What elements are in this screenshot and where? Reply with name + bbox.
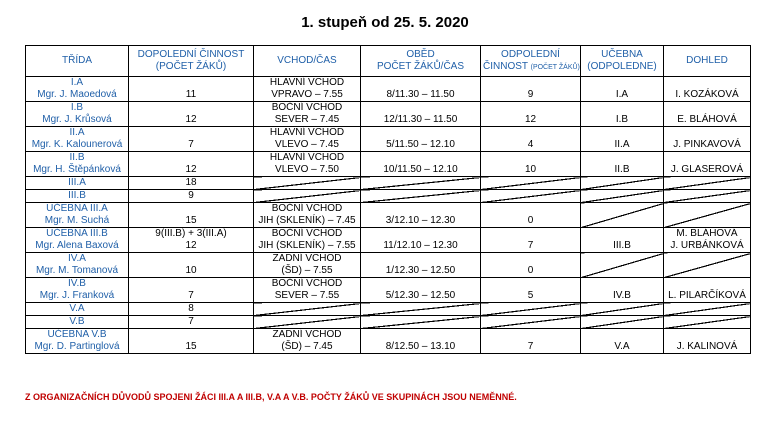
cell-room-value: V.A <box>614 341 630 352</box>
header-room-line2: (ODPOLEDNE) <box>587 61 657 72</box>
cell-room <box>581 228 664 253</box>
cell-room <box>581 303 664 316</box>
cell-afternoon-count-value: 0 <box>527 265 534 276</box>
cell-class-line: Mgr. J. Franková <box>39 290 115 301</box>
cell-entry-line: VLEVO – 7.45 <box>275 139 339 150</box>
cell-class-line: Mgr. J. Maoedová <box>37 89 117 100</box>
cell-class-line: Mgr. H. Štěpánková <box>33 164 121 175</box>
cell-supervisor <box>664 152 751 177</box>
cell-room <box>581 316 664 329</box>
cell-class-line: II.B <box>69 152 85 163</box>
cell-lunch-value: 10/11.50 – 12.10 <box>383 164 458 175</box>
cell-room-value: III.B <box>613 240 631 251</box>
header-supervisor <box>664 46 751 77</box>
cell-entry-line: ZADNÍ VCHOD <box>272 329 342 340</box>
cell-class <box>26 102 129 127</box>
cell-morning-count <box>129 253 254 278</box>
cell-room <box>581 102 664 127</box>
cell-afternoon-count-value: 7 <box>527 341 534 352</box>
cell-morning-count <box>129 316 254 329</box>
cell-entry-line: VLEVO – 7.50 <box>275 164 339 175</box>
cell-supervisor <box>664 228 751 253</box>
cell-morning-count-line: 12 <box>185 114 197 125</box>
table-row <box>26 102 751 127</box>
header-afternoon-line2-small: (POČET ŽÁKŮ) <box>530 63 580 71</box>
cell-lunch <box>361 152 481 177</box>
table-row <box>26 278 751 303</box>
cell-afternoon-count-value: 0 <box>527 215 534 226</box>
cell-supervisor <box>664 177 751 190</box>
cell-class <box>26 316 129 329</box>
cell-afternoon-count <box>481 228 581 253</box>
cell-lunch-value: 8/11.30 – 11.50 <box>386 89 455 100</box>
cell-lunch-value: 12/11.30 – 11.50 <box>383 114 458 125</box>
cell-morning-count-line: 7 <box>188 290 194 301</box>
table-row <box>26 177 751 190</box>
cell-entry-line: VPRAVO – 7.55 <box>271 89 343 100</box>
cell-entry <box>254 329 361 354</box>
cell-entry-line: JIH (SKLENÍK) – 7.45 <box>258 215 356 226</box>
cell-class-line: IV.B <box>68 278 86 289</box>
cell-afternoon-count <box>481 77 581 102</box>
cell-supervisor-line: I. KOZÁKOVÁ <box>675 89 739 100</box>
cell-room-value: I.A <box>615 89 629 100</box>
cell-room <box>581 203 664 228</box>
cell-supervisor <box>664 190 751 203</box>
cell-class <box>26 228 129 253</box>
cell-class <box>26 77 129 102</box>
cell-morning-count-line: 12 <box>185 164 197 175</box>
cell-room-value: II.A <box>614 139 630 150</box>
cell-supervisor-line: J. KALINOVÁ <box>676 341 738 352</box>
cell-supervisor <box>664 253 751 278</box>
cell-morning-count-line: 18 <box>185 177 197 188</box>
cell-room-value: I.B <box>615 114 629 125</box>
cell-room <box>581 77 664 102</box>
cell-class-line: Mgr. K. Kalounerová <box>31 139 123 150</box>
cell-lunch <box>361 316 481 329</box>
cell-afternoon-count-value: 9 <box>527 89 534 100</box>
cell-class <box>26 278 129 303</box>
cell-supervisor <box>664 203 751 228</box>
cell-afternoon-count <box>481 303 581 316</box>
cell-room <box>581 253 664 278</box>
cell-entry <box>254 152 361 177</box>
cell-lunch-value: 5/12.30 – 12.50 <box>385 290 456 301</box>
header-afternoon-line1: ODPOLEDNÍ <box>501 48 560 60</box>
cell-morning-count <box>129 203 254 228</box>
cell-room <box>581 329 664 354</box>
cell-afternoon-count-value: 12 <box>524 114 537 125</box>
cell-room <box>581 190 664 203</box>
table-row <box>26 203 751 228</box>
cell-class <box>26 177 129 190</box>
cell-supervisor-line: M. BLÁHOVÁ <box>676 228 738 239</box>
cell-entry-line: HLAVNÍ VCHOD <box>269 77 345 88</box>
cell-entry-line: (ŠD) – 7.55 <box>281 265 333 276</box>
cell-morning-count <box>129 303 254 316</box>
cell-morning-count <box>129 228 254 253</box>
cell-lunch <box>361 127 481 152</box>
page-title: 1. stupeň od 25. 5. 2020 <box>301 14 469 31</box>
cell-room-value: IV.B <box>613 290 631 301</box>
cell-morning-count-line: 7 <box>188 316 194 327</box>
cell-morning-count-line: 9 <box>188 190 194 201</box>
cell-morning-count <box>129 177 254 190</box>
cell-afternoon-count <box>481 253 581 278</box>
cell-morning-count-line: 9(III.B) + 3(III.A) <box>155 228 227 239</box>
cell-class-line: UČEBNA III.B <box>46 228 108 239</box>
cell-class-line: I.A <box>70 77 84 88</box>
cell-entry-line: SEVER – 7.55 <box>274 290 340 301</box>
cell-entry-line: BOČNÍ VCHOD <box>271 102 343 113</box>
cell-afternoon-count-value: 7 <box>527 240 534 251</box>
header-morning-line2: (POČET ŽÁKŮ) <box>155 61 227 72</box>
cell-entry-line: HLAVNÍ VCHOD <box>269 152 345 163</box>
cell-entry-line: HLAVNÍ VCHOD <box>269 127 345 138</box>
cell-lunch-value: 11/12.10 – 12.30 <box>383 240 458 251</box>
cell-supervisor <box>664 127 751 152</box>
cell-lunch <box>361 303 481 316</box>
cell-morning-count <box>129 102 254 127</box>
cell-morning-count-line: 8 <box>188 303 194 314</box>
cell-afternoon-count <box>481 329 581 354</box>
cell-lunch <box>361 77 481 102</box>
cell-morning-count <box>129 329 254 354</box>
table-row <box>26 127 751 152</box>
cell-entry <box>254 177 361 190</box>
cell-morning-count-line: 7 <box>188 139 194 150</box>
cell-lunch <box>361 253 481 278</box>
cell-class-line: Mgr. M. Tomanová <box>35 265 119 276</box>
cell-supervisor-line: E. BLÁHOVÁ <box>677 114 737 125</box>
cell-afternoon-count <box>481 177 581 190</box>
cell-room <box>581 152 664 177</box>
table-row <box>26 329 751 354</box>
cell-lunch <box>361 228 481 253</box>
cell-supervisor <box>664 77 751 102</box>
cell-class <box>26 127 129 152</box>
cell-supervisor <box>664 329 751 354</box>
cell-lunch-value: 3/12.10 – 12.30 <box>385 215 456 226</box>
cell-class-line: UČEBNA III.A <box>46 203 108 214</box>
table-row <box>26 253 751 278</box>
header-room-line1: UČEBNA <box>601 49 643 60</box>
table-row <box>26 303 751 316</box>
cell-morning-count <box>129 278 254 303</box>
cell-entry <box>254 228 361 253</box>
cell-class-line: I.B <box>70 102 84 113</box>
cell-afternoon-count <box>481 102 581 127</box>
schedule-table <box>25 45 751 354</box>
cell-lunch <box>361 190 481 203</box>
cell-class <box>26 152 129 177</box>
cell-supervisor-line: J. URBÁNKOVÁ <box>670 240 744 251</box>
cell-afternoon-count <box>481 316 581 329</box>
header-morning-line1: DOPOLEDNÍ ČINNOST <box>137 49 245 60</box>
cell-lunch-value: 8/12.50 – 13.10 <box>385 341 456 352</box>
cell-supervisor <box>664 316 751 329</box>
cell-class-line: V.A <box>69 303 85 314</box>
cell-class-line: Mgr. Alena Baxová <box>35 240 119 251</box>
footnote: Z ORGANIZAČNÍCH DŮVODŮ SPOJENI ŽÁCI III.A A III.B, V.A A V.B. POČTY ŽÁKŮ VE SKUPINÁCH JSOU NEMĚNNÉ. <box>25 392 517 402</box>
cell-entry <box>254 278 361 303</box>
cell-supervisor-line: L. PILARČÍKOVÁ <box>668 290 746 301</box>
cell-supervisor <box>664 278 751 303</box>
cell-entry <box>254 77 361 102</box>
cell-lunch <box>361 203 481 228</box>
cell-lunch-value: 1/12.30 – 12.50 <box>385 265 456 276</box>
table-row <box>26 152 751 177</box>
cell-class-line: III.B <box>68 190 86 201</box>
header-lunch-line2: POČET ŽÁKŮ/ČAS <box>376 61 465 72</box>
cell-afternoon-count <box>481 203 581 228</box>
cell-class-line: IV.A <box>68 253 86 264</box>
header-afternoon-line2-text: ČINNOST <box>483 60 528 72</box>
cell-supervisor-line: J. PINKAVOVÁ <box>673 139 741 150</box>
cell-afternoon-count <box>481 278 581 303</box>
cell-entry-line: BOČNÍ VCHOD <box>271 278 343 289</box>
cell-room-value: II.B <box>614 164 630 175</box>
cell-morning-count-line: 12 <box>185 240 197 251</box>
cell-class-line: III.A <box>68 177 86 188</box>
cell-entry-line: JIH (SKLENÍK) – 7.55 <box>258 240 356 251</box>
header-lunch <box>361 46 481 77</box>
cell-supervisor-line: J. GLASEROVÁ <box>670 164 744 175</box>
cell-entry-line: (ŠD) – 7.45 <box>281 341 333 352</box>
cell-class-line: II.A <box>69 127 85 138</box>
cell-morning-count-line: 10 <box>185 265 197 276</box>
cell-lunch <box>361 278 481 303</box>
cell-class <box>26 253 129 278</box>
cell-supervisor <box>664 102 751 127</box>
cell-class <box>26 203 129 228</box>
cell-class <box>26 303 129 316</box>
header-class-label: TŘÍDA <box>62 55 92 66</box>
cell-entry-line: BOČNÍ VCHOD <box>271 203 343 214</box>
cell-afternoon-count <box>481 152 581 177</box>
cell-lunch <box>361 329 481 354</box>
table-row <box>26 228 751 253</box>
cell-morning-count-line: 11 <box>185 89 197 100</box>
cell-lunch <box>361 177 481 190</box>
cell-afternoon-count <box>481 190 581 203</box>
cell-supervisor <box>664 303 751 316</box>
cell-entry <box>254 127 361 152</box>
header-supervisor-label: DOHLED <box>686 55 728 66</box>
cell-afternoon-count-value: 5 <box>527 290 534 301</box>
cell-entry-line: SEVER – 7.45 <box>274 114 340 125</box>
cell-afternoon-count-value: 4 <box>527 139 534 150</box>
cell-class <box>26 329 129 354</box>
cell-room <box>581 127 664 152</box>
cell-entry-line: ZADNÍ VCHOD <box>272 253 342 264</box>
cell-morning-count <box>129 77 254 102</box>
cell-lunch <box>361 102 481 127</box>
cell-class <box>26 190 129 203</box>
table-body <box>26 77 751 354</box>
cell-entry <box>254 190 361 203</box>
table-row <box>26 316 751 329</box>
header-class <box>26 46 129 77</box>
cell-afternoon-count-value: 10 <box>524 164 537 175</box>
cell-entry <box>254 316 361 329</box>
header-room <box>581 46 664 77</box>
header-afternoon-line2 <box>483 61 578 74</box>
cell-entry-line: BOČNÍ VCHOD <box>271 228 343 239</box>
header-row <box>26 46 751 77</box>
cell-entry <box>254 303 361 316</box>
cell-room <box>581 278 664 303</box>
table-row <box>26 190 751 203</box>
cell-entry <box>254 102 361 127</box>
cell-morning-count <box>129 190 254 203</box>
cell-room <box>581 177 664 190</box>
cell-class-line: Mgr. M. Suchá <box>44 215 110 226</box>
header-lunch-line1: OBĚD <box>406 49 435 60</box>
header-afternoon <box>481 46 581 77</box>
cell-class-line: UČEBNA V.B <box>47 329 107 340</box>
cell-class-line: V.B <box>69 316 85 327</box>
cell-class-line: Mgr. D. Partinglová <box>34 341 120 352</box>
cell-morning-count-line: 15 <box>185 341 197 352</box>
cell-morning-count <box>129 127 254 152</box>
cell-morning-count <box>129 152 254 177</box>
header-entry <box>254 46 361 77</box>
cell-entry <box>254 253 361 278</box>
header-morning <box>129 46 254 77</box>
cell-lunch-value: 5/11.50 – 12.10 <box>386 139 455 150</box>
header-entry-label: VCHOD/ČAS <box>277 55 337 66</box>
cell-afternoon-count <box>481 127 581 152</box>
table-row <box>26 77 751 102</box>
cell-class-line: Mgr. J. Krůsová <box>42 114 112 125</box>
cell-morning-count-line: 15 <box>185 215 197 226</box>
cell-entry <box>254 203 361 228</box>
